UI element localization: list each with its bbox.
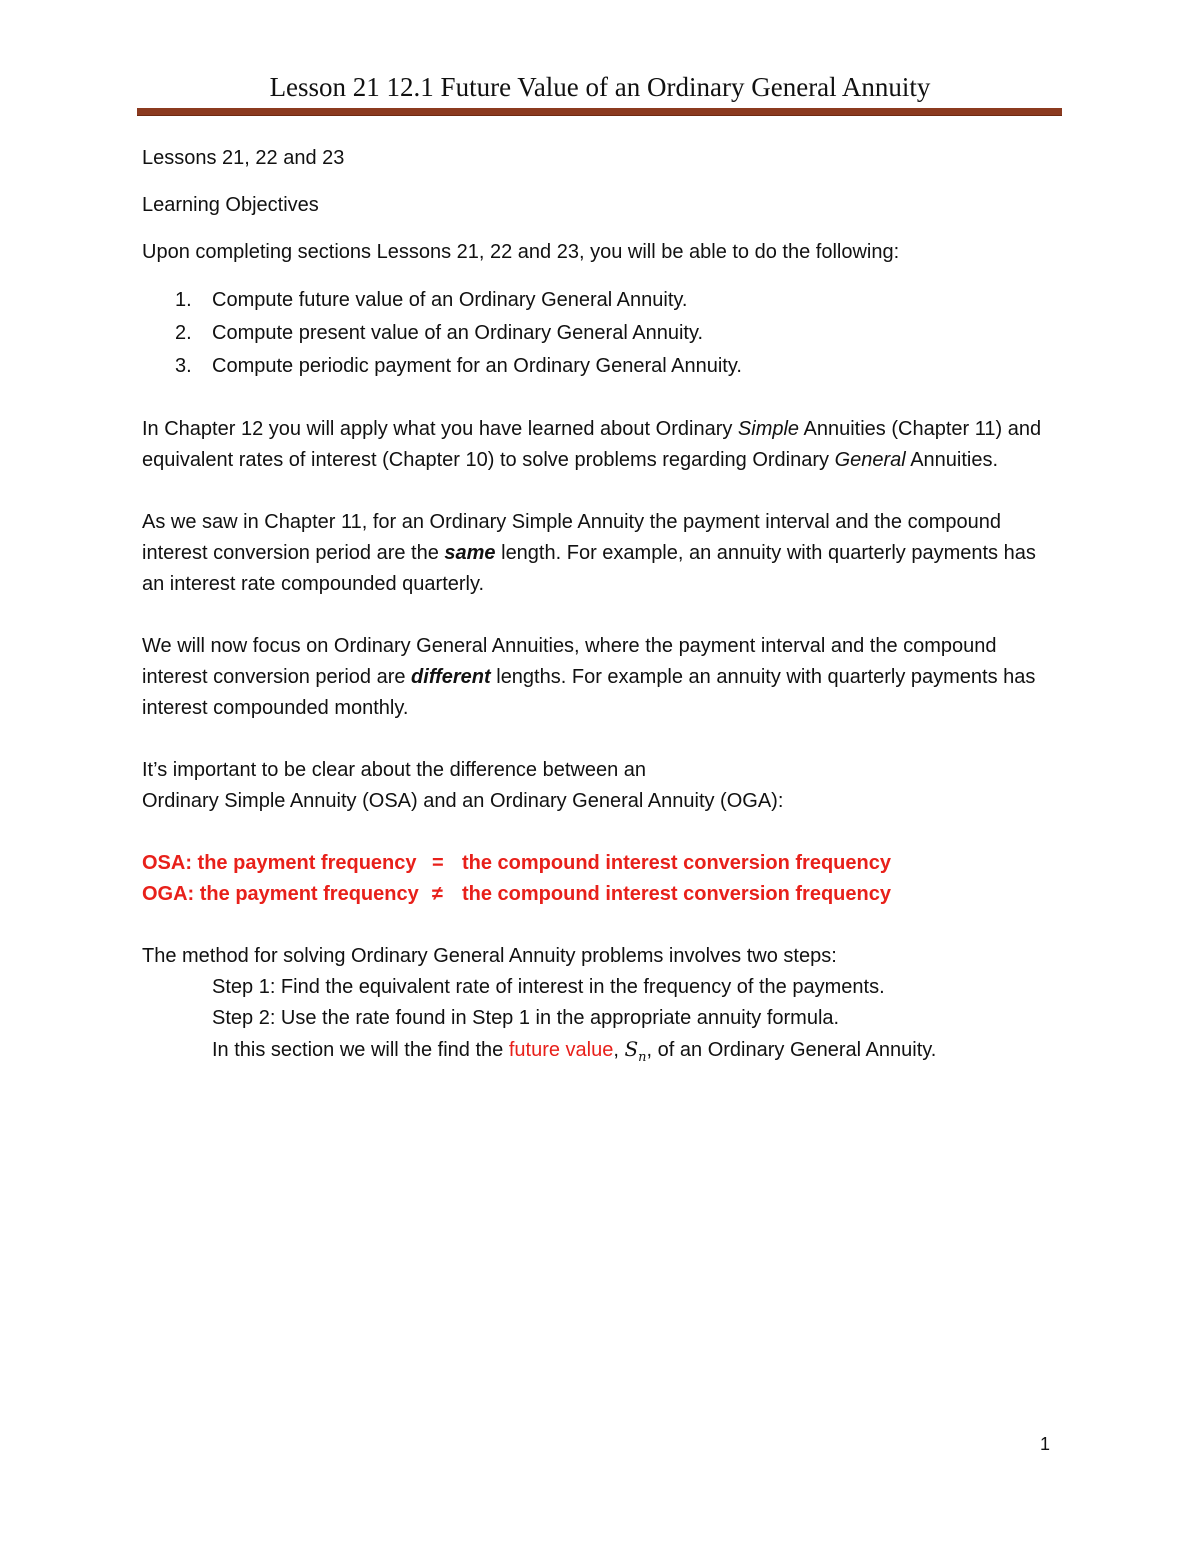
method-lead: The method for solving Ordinary General Annuity problems involves two steps: [142,945,837,967]
emphasis-same: same [444,542,496,564]
method-step-2: Step 2: Use the rate found in Step 1 in the appropriate annuity formula. [212,1007,840,1029]
method-section-note: In this section we will the find the future value, $S_n$, of an Ordinary General Annuity. [212,1037,937,1065]
list-number: 3. [175,355,192,377]
comparison-label: OSA: the payment frequency [142,852,417,874]
text-run: Annuities (Chapter 11) and equivalent rates of interest (Chapter 10) to solve problems regarding Ordinary [142,418,1042,471]
paragraph-difference-line-1: It’s important to be clear about the difference between an [142,759,647,781]
text-run: Annuities. [905,449,999,471]
list-text: Compute present value of an Ordinary General Annuity. [212,322,704,344]
equals-operator: = [432,852,444,874]
emphasis-different: different [411,666,491,688]
document-body [142,143,1062,1073]
paragraph-difference-line-2: Ordinary Simple Annuity (OSA) and an Ordinary General Annuity (OGA): [142,790,784,812]
future-value-highlight: future value [508,1039,614,1061]
method-step-1: Step 1: Find the equivalent rate of interest in the frequency of the payments. [212,976,885,998]
emphasis-simple: Simple [737,418,800,440]
objectives-lead: Upon completing sections Lessons 21, 22 and 23, you will be able to do the following: [142,241,900,263]
math-symbol-sn [624,1037,647,1065]
text-run: As we saw in Chapter 11, for an Ordinary Simple Annuity the payment interval and the compound interest conversion period are the [142,511,1001,564]
paragraph-oga [142,631,1062,724]
text-run: , of an Ordinary General Annuity. [646,1039,937,1061]
text-run: In Chapter 12 you will apply what you have learned about Ordinary [142,418,738,440]
list-text: Compute periodic payment for an Ordinary General Annuity. [212,355,742,377]
comparison-rhs: the compound interest conversion frequency [462,852,891,874]
text-run: lengths. For example an annuity with quarterly payments has interest compounded monthly. [142,666,1036,719]
text-run: We will now focus on Ordinary General Annuities, where the payment interval and the compound interest conversion period are [142,635,997,688]
text-run: length. For example, an annuity with quarterly payments has an interest rate compounded quarterly. [142,542,1036,595]
comparison-oga [142,879,1062,910]
math-symbol: S [624,1037,639,1061]
list-number: 2. [175,322,192,344]
page-number: 1 [1040,1434,1051,1454]
paragraph-chapter-12 [142,414,1062,476]
page-header-title: Lesson 21 12.1 Future Value of an Ordinary General Annuity [269,72,931,102]
list-item [142,350,1062,383]
list-text: Compute future value of an Ordinary General Annuity. [212,289,688,311]
paragraph-osa [142,507,1062,600]
not-equals-operator: ≠ [432,883,443,905]
objectives-heading: Learning Objectives [142,194,319,216]
text-run: In this section we will the find the [212,1039,509,1061]
list-item [142,284,1062,317]
header-divider [137,108,1062,116]
lessons-line: Lessons 21, 22 and 23 [142,147,345,169]
math-subscript: n [638,1050,647,1065]
emphasis-general: General [834,449,906,471]
comparison-label: OGA: the payment frequency [142,883,419,905]
list-number: 1. [175,289,192,311]
comparison-rhs: the compound interest conversion frequency [462,883,891,905]
list-item [142,317,1062,350]
comparison-osa [142,848,1062,879]
objectives-list [142,284,1062,383]
